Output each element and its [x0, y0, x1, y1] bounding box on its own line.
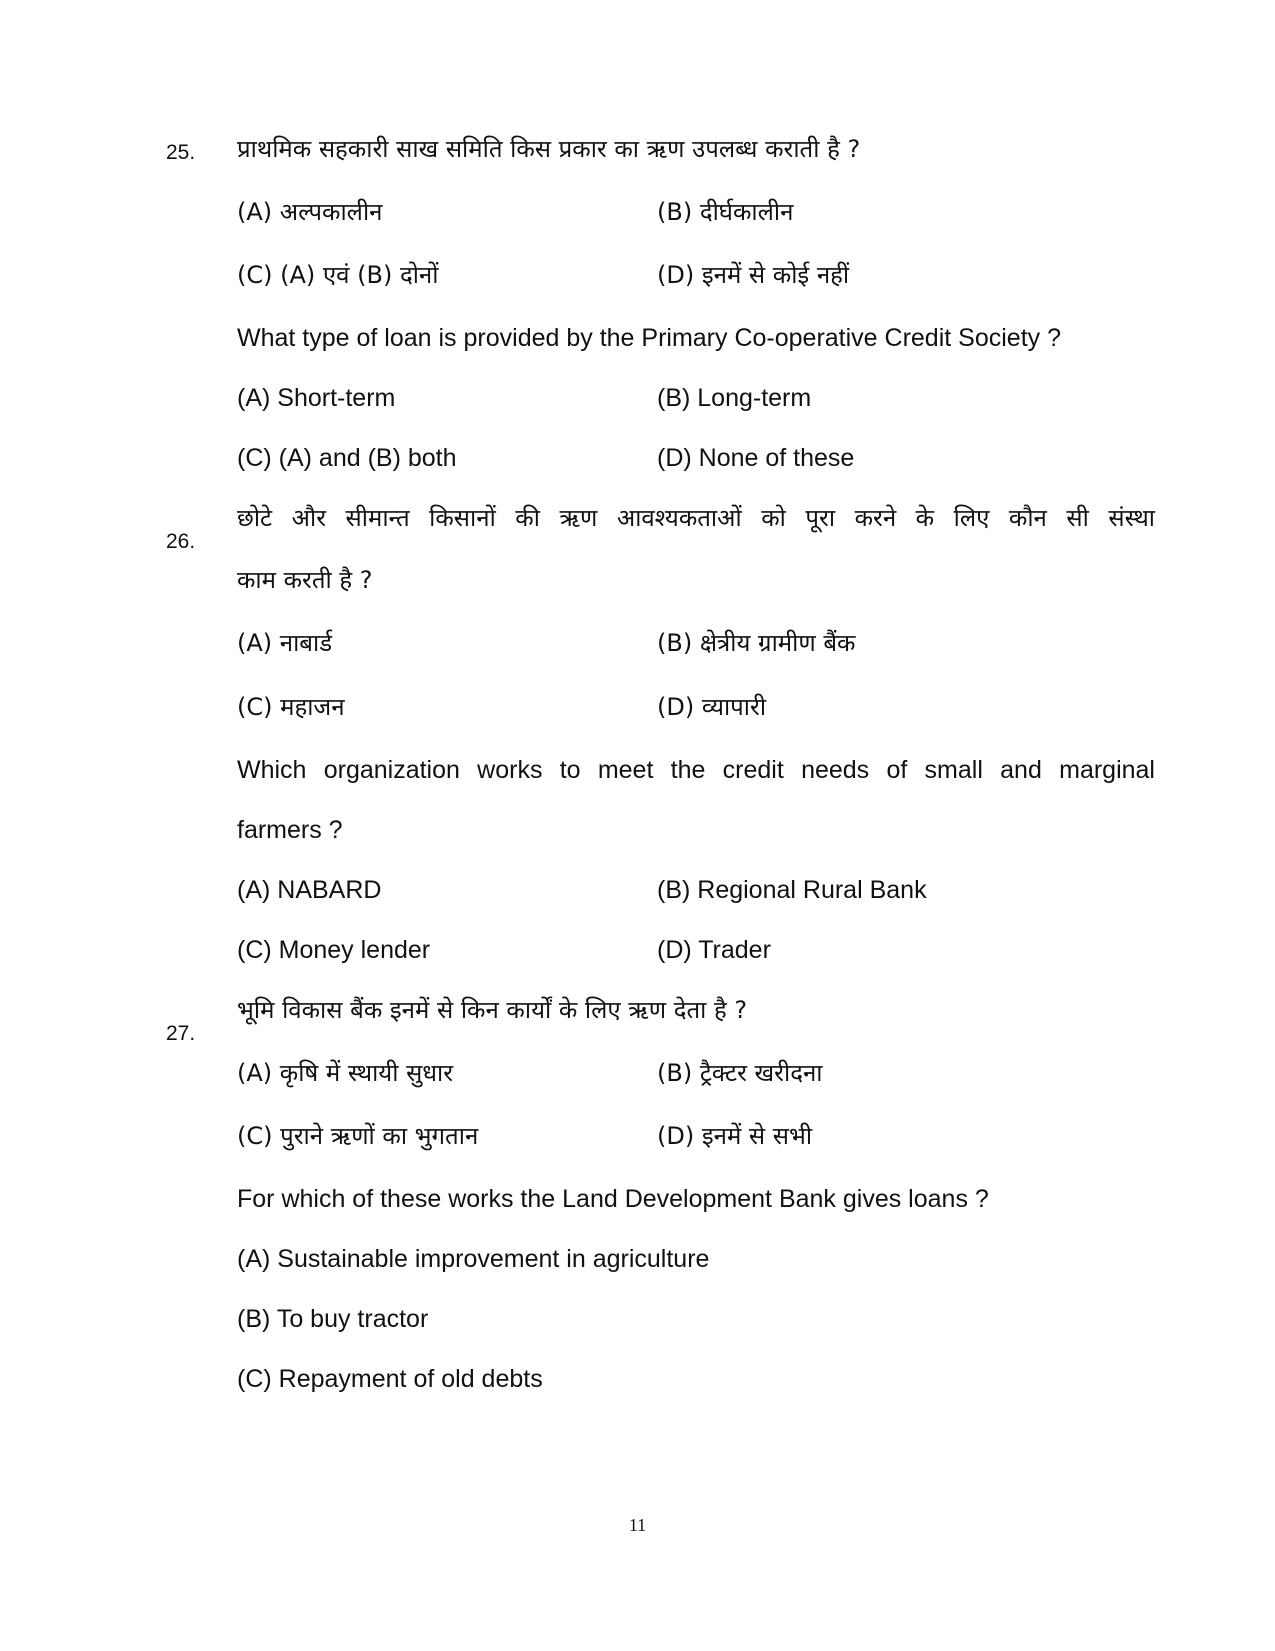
- question-text-hindi: प्राथमिक सहकारी साख समिति किस प्रकार का ऋण उपलब्ध कराती है ?: [237, 135, 861, 163]
- question-text-english: What type of loan is provided by the Primary Co-operative Credit Society ?: [237, 324, 1061, 352]
- option-b-english: (B) To buy tractor: [237, 1305, 429, 1333]
- question-number: 25.: [166, 141, 196, 164]
- option-b-hindi: (B) दीर्घकालीन: [657, 198, 794, 226]
- option-c-english: (C) Money lender: [237, 936, 431, 964]
- question-text-english-line1: Which organization works to meet the credit needs of small and marginal: [237, 756, 1155, 784]
- option-b-hindi: (B) ट्रैक्टर खरीदना: [657, 1059, 823, 1087]
- question-number: 27.: [166, 1022, 196, 1045]
- option-c-english: (C) (A) and (B) both: [237, 444, 457, 472]
- option-a-hindi: (A) कृषि में स्थायी सुधार: [237, 1059, 454, 1087]
- option-a-english: (A) Sustainable improvement in agriculture: [237, 1245, 710, 1273]
- question-text-english-line2: farmers ?: [237, 816, 343, 844]
- option-a-hindi: (A) अल्पकालीन: [237, 198, 383, 226]
- option-d-hindi: (D) इनमें से कोई नहीं: [657, 261, 850, 289]
- option-b-hindi: (B) क्षेत्रीय ग्रामीण बैंक: [657, 629, 856, 657]
- question-text-hindi-line2: काम करती है ?: [237, 566, 373, 594]
- option-a-hindi: (A) नाबार्ड: [237, 629, 333, 657]
- option-a-english: (A) NABARD: [237, 876, 382, 904]
- option-d-english: (D) None of these: [657, 444, 855, 472]
- option-c-hindi: (C) महाजन: [237, 693, 345, 721]
- option-d-english: (D) Trader: [657, 936, 771, 964]
- question-number: 26.: [166, 530, 196, 553]
- option-d-hindi: (D) व्यापारी: [657, 693, 767, 721]
- option-a-english: (A) Short-term: [237, 384, 396, 412]
- option-c-english: (C) Repayment of old debts: [237, 1365, 543, 1393]
- page-number: 11: [628, 1515, 647, 1535]
- option-d-hindi: (D) इनमें से सभी: [657, 1122, 813, 1150]
- option-b-english: (B) Long-term: [657, 384, 812, 412]
- question-text-english: For which of these works the Land Development Bank gives loans ?: [237, 1185, 989, 1213]
- question-text-hindi: भूमि विकास बैंक इनमें से किन कार्यों के लिए ऋण देता है ?: [237, 996, 748, 1024]
- question-text-hindi-line1: छोटे और सीमान्त किसानों की ऋण आवश्यकताओं को पूरा करने के लिए कौन सी संस्था: [237, 504, 1155, 532]
- option-c-hindi: (C) (A) एवं (B) दोनों: [237, 261, 439, 289]
- option-b-english: (B) Regional Rural Bank: [657, 876, 927, 904]
- option-c-hindi: (C) पुराने ऋणों का भुगतान: [237, 1122, 479, 1150]
